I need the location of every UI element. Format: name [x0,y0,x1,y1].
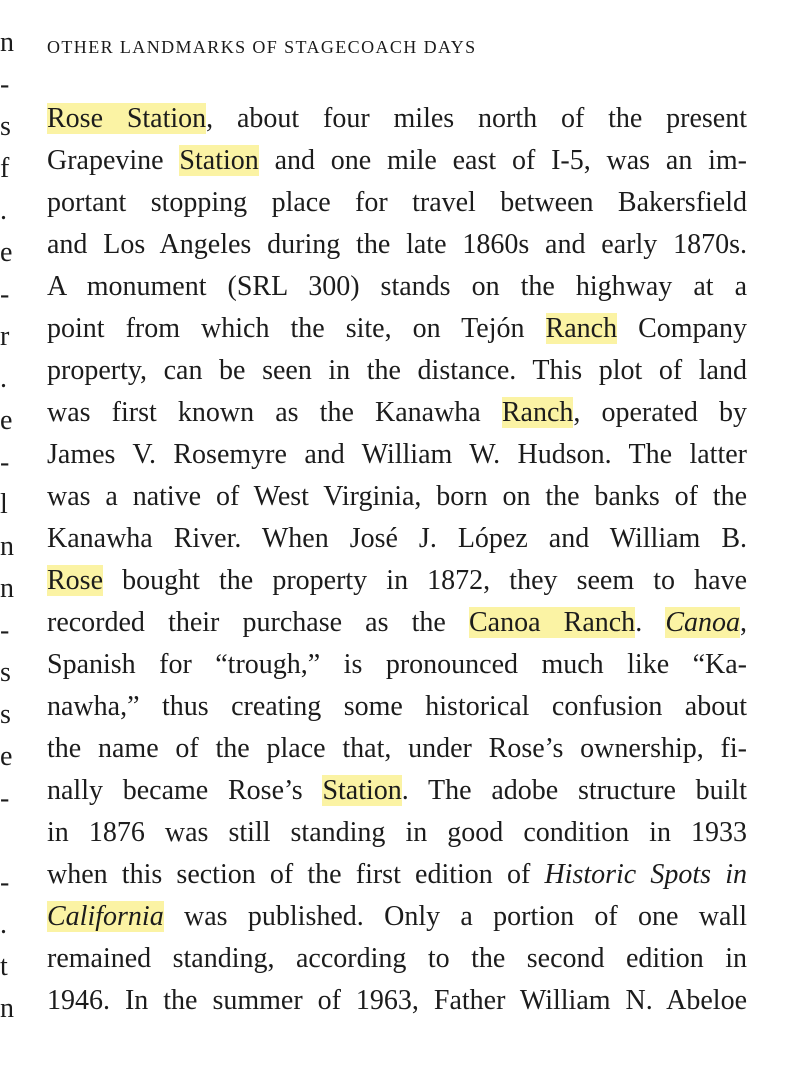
text-line [47,980,747,1022]
running-header: other landmarks of stagecoach days [47,32,477,59]
text-segment: the name of the place that, under Rose’s ownership, fi- [47,733,747,764]
text-line [47,854,747,896]
text-segment: Historic Spots in [544,859,747,890]
text-line [47,140,747,182]
margin-fragment: n [0,27,14,58]
text-line [47,602,747,644]
text-line [47,938,747,980]
text-segment: was first known as the Kanawha [47,397,502,428]
margin-fragment: f [0,153,10,184]
highlighted-text: Canoa Ranch [468,607,636,638]
text-line [47,266,747,308]
margin-fragment: n [0,573,14,604]
text-line [47,518,747,560]
text-segment: was a native of West Virginia, born on the banks of the [47,481,747,512]
text-segment: nawha,” thus creating some historical confusion about [47,691,747,722]
margin-fragment: - [0,69,10,100]
text-line [47,350,747,392]
highlighted-text: Station [179,145,259,176]
margin-fragment: . [0,195,7,226]
text-segment: remained standing, according to the second edition in [47,943,747,974]
highlighted-text: Rose Station [47,103,207,134]
text-segment: , operated by [573,397,747,428]
margin-fragment: . [0,363,7,394]
text-segment: point from which the site, on Tejón [47,313,546,344]
text-line [47,728,747,770]
text-segment: Kanawha River. When José J. López and William B. [47,523,747,554]
text-line [47,770,747,812]
text-segment: was published. Only a portion of one wall [163,901,747,932]
highlighted-text: Ranch [545,313,618,344]
text-segment: property, can be seen in the distance. This plot of land [47,355,747,386]
text-segment: James V. Rosemyre and William W. Hudson. The latter [47,439,747,470]
margin-fragment: s [0,657,11,688]
highlighted-text: Station [322,775,402,806]
text-segment: A monument (SRL 300) stands on the highway at a [47,271,747,302]
margin-fragment: - [0,279,10,310]
text-segment: , [740,607,747,638]
highlighted-text: Canoa [665,607,741,638]
margin-fragment: - [0,783,10,814]
text-line [47,896,747,938]
text-line [47,560,747,602]
text-segment: when this section of the first edition of [47,859,545,890]
highlighted-text: Rose [47,565,103,596]
margin-fragment: r [0,321,10,352]
margin-fragment: s [0,699,11,730]
text-segment: Spanish for “trough,” is pronounced much like “Ka- [47,649,747,680]
highlighted-text: California [47,901,164,932]
text-line [47,308,747,350]
text-segment: recorded their purchase as the [47,607,469,638]
margin-fragment: . [0,909,7,940]
text-segment: and one mile east of I-5, was an im- [258,145,747,176]
text-line [47,182,747,224]
text-segment: Company [617,313,747,344]
text-segment: portant stopping place for travel between Bakersfield [47,187,747,218]
margin-fragment: l [0,489,8,520]
margin-fragment: n [0,993,14,1024]
text-segment: . [635,607,666,638]
margin-fragment: s [0,111,11,142]
text-segment: bought the property in 1872, they seem to have [103,565,747,596]
margin-fragment: - [0,867,10,898]
margin-fragment: - [0,447,10,478]
text-segment: Grapevine [47,145,180,176]
text-segment: and Los Angeles during the late 1860s and early 1870s. [47,229,747,260]
text-segment: 1946. In the summer of 1963, Father William N. Abeloe [47,985,747,1016]
text-segment: , about four miles north of the present [206,103,747,134]
text-line [47,476,747,518]
margin-fragment: n [0,531,14,562]
text-line [47,224,747,266]
margin-fragment: e [0,237,13,268]
margin-fragment [0,820,14,862]
text-line [47,812,747,854]
margin-fragment: - [0,615,10,646]
text-segment: . The adobe structure built [401,775,747,806]
margin-fragment: t [0,951,8,982]
text-line [47,434,747,476]
body-paragraph [47,98,747,1022]
text-line [47,98,747,140]
text-segment: in 1876 was still standing in good condition in 1933 [47,817,747,848]
margin-fragment: e [0,405,13,436]
text-line [47,686,747,728]
text-line [47,392,747,434]
highlighted-text: Ranch [501,397,574,428]
previous-column-edge [0,22,14,1030]
text-line [47,644,747,686]
text-segment: nally became Rose’s [47,775,323,806]
margin-fragment: e [0,741,13,772]
